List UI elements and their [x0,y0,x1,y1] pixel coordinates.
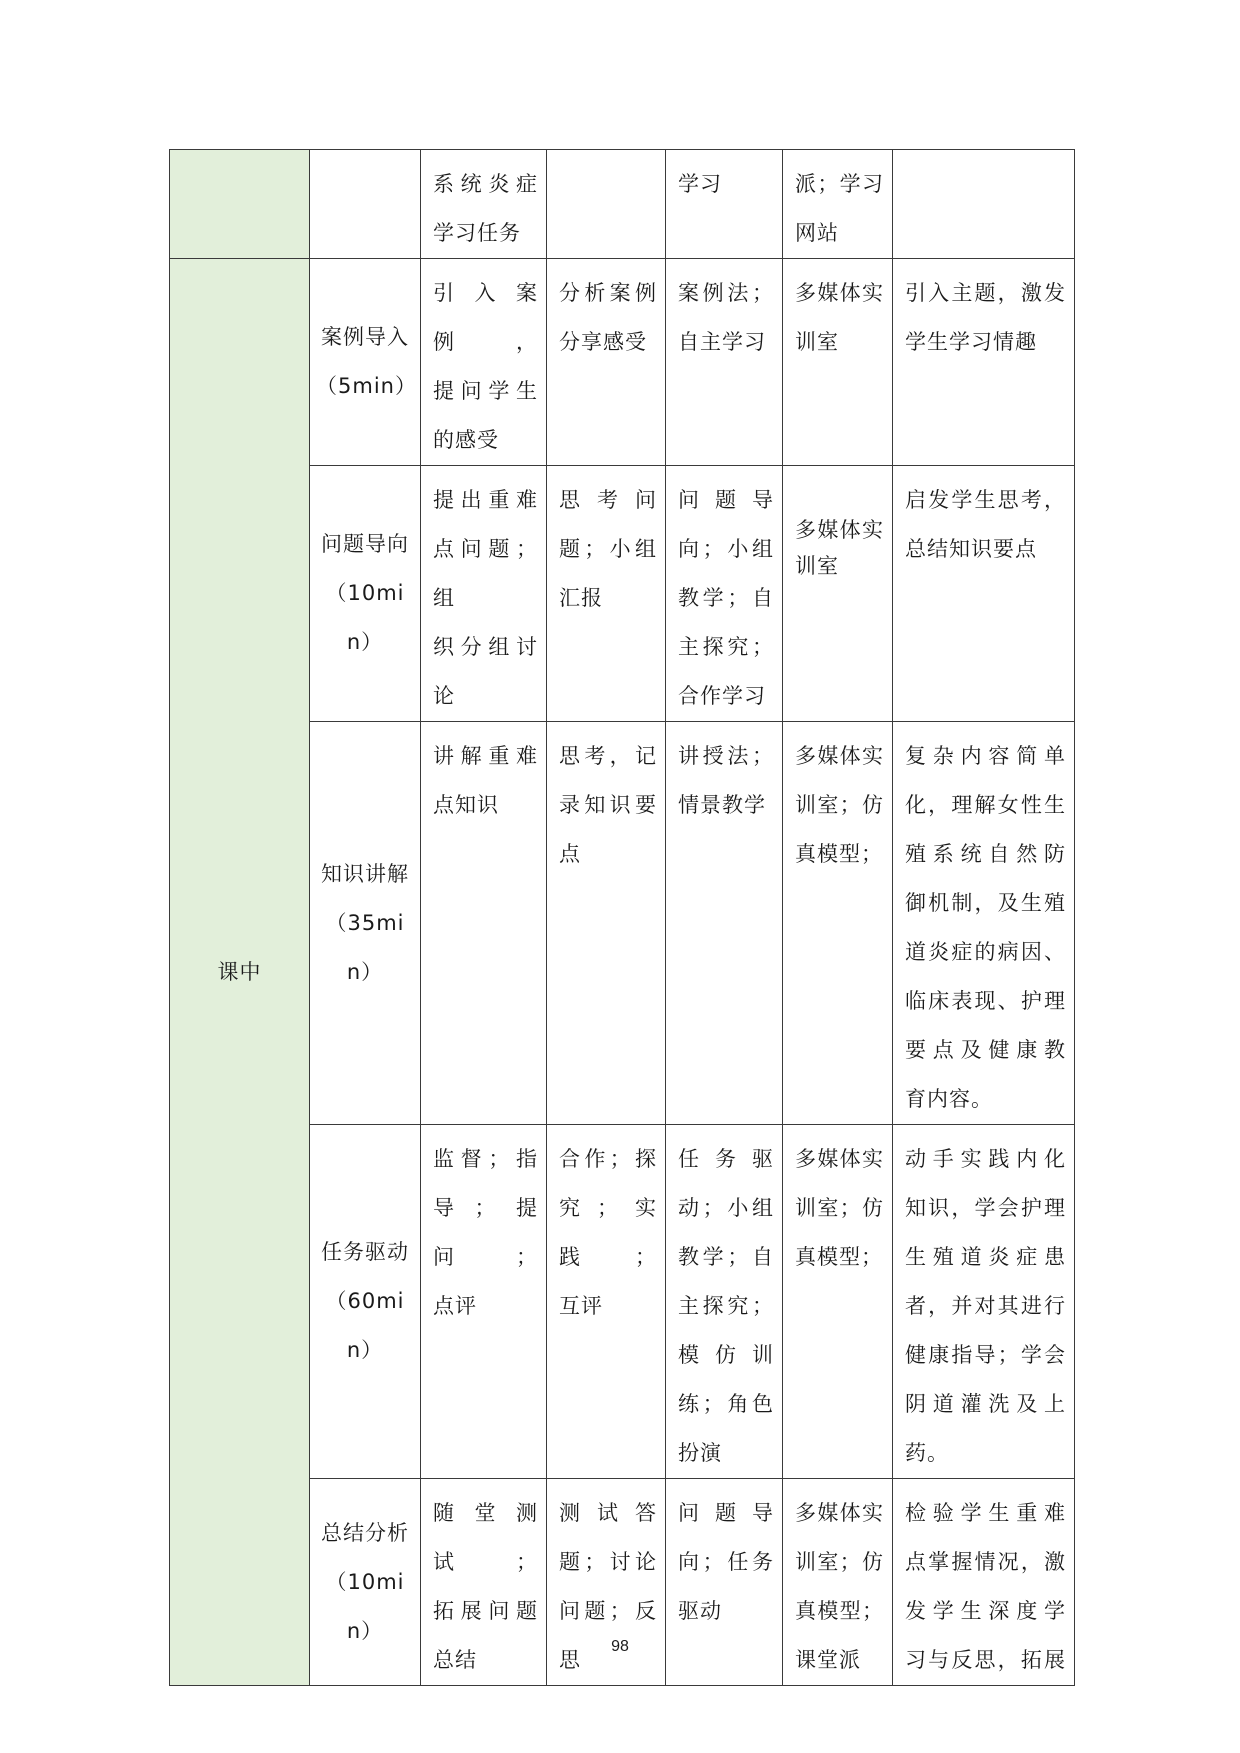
resource-cell: 多媒体实 训室；仿 真模型； [783,722,893,1125]
teacher-activity-cell: 系统炎症 学习任务 [421,150,547,259]
intent-cell: 检验学生重难 点掌握情况，激 发学生深度学 习与反思，拓展 [893,1479,1075,1686]
teacher-activity-cell: 引入案例， 提问学生 的感受 [421,259,547,466]
step-cell: 问题导向 （10min） [310,466,421,722]
intent-cell: 动手实践内化 知识，学会护理 生殖道炎症患 者，并对其进行 健康指导；学会 阴道灌洗及上 药。 [893,1125,1075,1479]
resource-cell: 多媒体实 训室；仿 真模型； 课堂派 [783,1479,893,1686]
stage-cell-in-class: 课中 [170,259,310,1686]
stage-cell-previous [170,150,310,259]
student-activity-cell: 分析案例 分享感受 [547,259,666,466]
method-cell: 案例法； 自主学习 [666,259,783,466]
resource-cell: 多媒体实 训室 [783,466,893,722]
teacher-activity-cell: 讲解重难 点知识 [421,722,547,1125]
table-row [170,259,1075,466]
teacher-activity-cell: 随堂测试； 拓展问题 总结 [421,1479,547,1686]
resource-cell: 多媒体实 训室 [783,259,893,466]
step-cell: 任务驱动 （60min） [310,1125,421,1479]
teaching-process-table [169,149,1075,1686]
student-activity-cell: 合作；探 究；实践； 互评 [547,1125,666,1479]
method-cell: 问题导 向；任务 驱动 [666,1479,783,1686]
student-activity-cell: 思考，记 录知识要 点 [547,722,666,1125]
intent-cell: 复杂内容简单 化，理解女性生 殖系统自然防 御机制，及生殖 道炎症的病因、 临床表现、护理 要点及健康教 育内容。 [893,722,1075,1125]
teacher-activity-cell: 监督；指 导；提问； 点评 [421,1125,547,1479]
method-cell: 任务驱 动；小组 教学；自 主探究； 模仿训 练；角色 扮演 [666,1125,783,1479]
student-activity-cell [547,150,666,259]
student-activity-cell: 思考问 题；小组 汇报 [547,466,666,722]
resource-cell: 派；学习 网站 [783,150,893,259]
intent-cell: 引入主题，激发 学生学习情趣 [893,259,1075,466]
step-cell-empty [310,150,421,259]
step-cell: 知识讲解 （35min） [310,722,421,1125]
page-number: 98 [611,1638,629,1655]
method-cell: 学习 [666,150,783,259]
step-cell: 总结分析 （10min） [310,1479,421,1686]
teacher-activity-cell: 提出重难 点问题；组 织分组讨 论 [421,466,547,722]
table-row-continued [170,150,1075,259]
intent-cell: 启发学生思考， 总结知识要点 [893,466,1075,722]
student-activity-cell: 测试答 题；讨论 问题；反 思 [547,1479,666,1686]
intent-cell [893,150,1075,259]
method-cell: 讲授法； 情景教学 [666,722,783,1125]
resource-cell: 多媒体实 训室；仿 真模型； [783,1125,893,1479]
method-cell: 问题导 向；小组 教学；自 主探究； 合作学习 [666,466,783,722]
step-cell: 案例导入 （5min） [310,259,421,466]
